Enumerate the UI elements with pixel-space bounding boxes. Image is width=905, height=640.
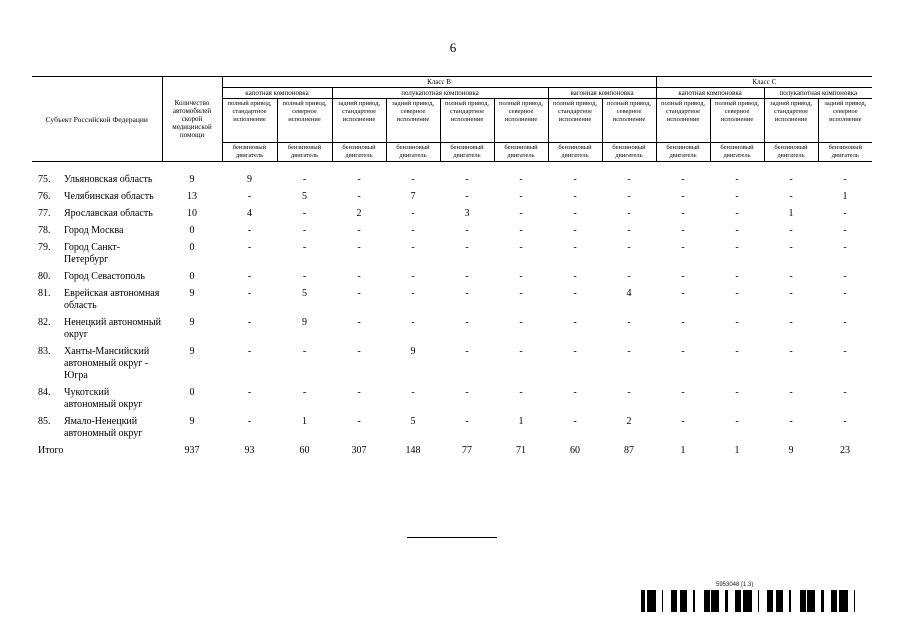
cell-value: - (302, 387, 307, 398)
cell-value: - (465, 225, 469, 236)
table-row (32, 223, 872, 240)
header-drive: полный привод, стандартное исполнение (656, 99, 710, 143)
cell-value: - (735, 242, 739, 253)
cell-value: - (465, 174, 469, 185)
total-value: 1 (680, 445, 686, 456)
cell-value: - (247, 416, 252, 427)
cell-value: - (681, 174, 685, 185)
header-engine: бензиновый двигатель (332, 143, 386, 162)
table-row (32, 315, 872, 344)
cell-value: - (519, 288, 523, 299)
cell-value: - (735, 191, 739, 202)
header-engine: бензиновый двигатель (494, 143, 548, 162)
table-row (32, 269, 872, 286)
region-name: Ненецкий автономный округ (64, 317, 161, 340)
cell-value: - (627, 387, 631, 398)
cell-value: - (789, 191, 793, 202)
cell-value: - (465, 288, 469, 299)
cell-value: - (573, 346, 577, 357)
header-c-hood: капотная компоновка (656, 88, 764, 99)
cell-value: - (789, 416, 793, 427)
cell-value: - (411, 387, 415, 398)
cell-value: - (247, 288, 252, 299)
region-name: Ямало-Ненецкий автономный округ (64, 416, 143, 439)
cell-value: - (735, 174, 739, 185)
cell-value: - (357, 191, 361, 202)
header-quantity: Количество автомобилей скорой медицинской помощи (162, 77, 222, 162)
cell-value: - (247, 191, 252, 202)
cell-value: - (843, 288, 847, 299)
region-name: Челябинская область (64, 191, 154, 202)
cell-value: - (465, 191, 469, 202)
cell-value: - (302, 225, 307, 236)
cell-value: - (573, 317, 577, 328)
cell-value: - (247, 242, 252, 253)
cell-value: - (681, 416, 685, 427)
cell-value: - (627, 208, 631, 219)
cell-value: 4 (626, 288, 632, 299)
total-value: 87 (624, 445, 634, 456)
table-row (32, 189, 872, 206)
row-quantity: 0 (189, 387, 195, 398)
cell-value: - (681, 191, 685, 202)
cell-value: - (681, 317, 685, 328)
cell-value: 9 (247, 174, 252, 185)
row-quantity: 13 (187, 191, 197, 202)
cell-value: - (789, 271, 793, 282)
cell-value: - (411, 225, 415, 236)
total-value: 9 (788, 445, 794, 456)
cell-value: - (843, 317, 847, 328)
cell-value: - (411, 288, 415, 299)
cell-value: - (843, 346, 847, 357)
cell-value: - (789, 387, 793, 398)
cell-value: - (411, 317, 415, 328)
cell-value: - (789, 174, 793, 185)
cell-value: - (411, 208, 415, 219)
header-drive: полный привод, северное исполнение (602, 99, 656, 143)
cell-value: - (302, 346, 307, 357)
row-number: 78. (38, 225, 51, 236)
row-number: 77. (38, 208, 51, 219)
page-number: 6 (449, 40, 457, 55)
cell-value: - (357, 288, 361, 299)
cell-value: - (735, 416, 739, 427)
cell-value: - (573, 174, 577, 185)
row-quantity: 0 (189, 271, 195, 282)
cell-value: - (573, 242, 577, 253)
cell-value: - (519, 346, 523, 357)
header-engine: бензиновый двигатель (764, 143, 818, 162)
total-value: 60 (570, 445, 580, 456)
region-name: Еврейская автономная область (64, 288, 160, 311)
cell-value: - (465, 387, 469, 398)
cell-value: - (735, 208, 739, 219)
table-row (32, 286, 872, 315)
cell-value: - (519, 208, 523, 219)
cell-value: - (573, 208, 577, 219)
cell-value: - (681, 225, 685, 236)
total-value: 60 (299, 445, 310, 456)
cell-value: 5 (410, 416, 416, 427)
row-number: 84. (38, 387, 51, 398)
cell-value: - (735, 271, 739, 282)
cell-value: - (627, 242, 631, 253)
cell-value: - (681, 288, 685, 299)
cell-value: - (735, 288, 739, 299)
header-drive: задний привод, стандартное исполнение (764, 99, 818, 143)
header-engine: бензиновый двигатель (656, 143, 710, 162)
cell-value: 9 (302, 317, 307, 328)
cell-value: - (357, 346, 361, 357)
region-name: Ярославская область (64, 208, 153, 219)
total-value: 71 (516, 445, 526, 456)
header-drive: полный привод, стандартное исполнение (440, 99, 494, 143)
cell-value: 1 (302, 416, 307, 427)
total-quantity: 937 (184, 445, 200, 456)
table-body (32, 172, 872, 460)
cell-value: - (573, 191, 577, 202)
cell-value: - (519, 174, 523, 185)
cell-value: 5 (302, 191, 307, 202)
table-row (32, 414, 872, 443)
row-quantity: 9 (189, 174, 195, 185)
cell-value: - (735, 317, 739, 328)
cell-value: - (843, 225, 847, 236)
cell-value: - (357, 416, 361, 427)
cell-value: - (735, 387, 739, 398)
header-drive: полный привод, северное исполнение (494, 99, 548, 143)
cell-value: - (465, 416, 469, 427)
table-row (32, 240, 872, 269)
cell-value: - (843, 387, 847, 398)
row-quantity: 0 (189, 242, 195, 253)
cell-value: - (843, 271, 847, 282)
cell-value: - (789, 225, 793, 236)
cell-value: - (843, 208, 847, 219)
header-engine: бензиновый двигатель (818, 143, 872, 162)
cell-value: - (519, 317, 523, 328)
cell-value: - (789, 288, 793, 299)
cell-value: - (465, 346, 469, 357)
header-drive: полный привод, стандартное исполнение (222, 99, 277, 143)
region-name: Ханты-Мансийский автономный округ - Югра (64, 346, 150, 381)
cell-value: - (357, 225, 361, 236)
row-quantity: 9 (189, 346, 195, 357)
cell-value: - (519, 242, 523, 253)
cell-value: - (573, 387, 577, 398)
region-name: Город Санкт-Петербург (64, 242, 121, 265)
cell-value: - (519, 191, 523, 202)
cell-value: - (573, 288, 577, 299)
cell-value: - (735, 225, 739, 236)
cell-value: - (681, 346, 685, 357)
header-class-c: Класс C (656, 77, 872, 88)
cell-value: 1 (518, 416, 524, 427)
cell-value: - (627, 191, 631, 202)
cell-value: - (357, 242, 361, 253)
total-label: Итого (38, 445, 64, 456)
region-name: Чукотский автономный округ (64, 387, 143, 410)
total-value: 1 (734, 445, 740, 456)
header-engine: бензиновый двигатель (440, 143, 494, 162)
header-drive: полный привод, северное исполнение (710, 99, 764, 143)
cell-value: - (681, 208, 685, 219)
cell-value: 7 (410, 191, 416, 202)
cell-value: - (465, 242, 469, 253)
cell-value: - (681, 242, 685, 253)
cell-value: - (357, 387, 361, 398)
cell-value: 1 (788, 208, 794, 219)
cell-value: - (465, 271, 469, 282)
cell-value: - (357, 317, 361, 328)
cell-value: - (247, 346, 252, 357)
cell-value: - (247, 317, 252, 328)
header-drive: задний привод, северное исполнение (386, 99, 440, 143)
cell-value: 2 (626, 416, 632, 427)
table-row (32, 385, 872, 414)
document-code: 5953048 (1.3) (716, 582, 754, 588)
cell-value: - (411, 174, 415, 185)
cell-value: 3 (464, 208, 470, 219)
row-quantity: 10 (187, 208, 197, 219)
cell-value: - (519, 271, 523, 282)
header-c-semi: полукапотная компоновка (764, 88, 872, 99)
table-row (32, 206, 872, 223)
cell-value: - (735, 346, 739, 357)
total-value: 307 (351, 445, 367, 456)
row-number: 76. (38, 191, 51, 202)
row-quantity: 9 (189, 416, 195, 427)
header-b-semi: полукапотная компоновка (332, 88, 548, 99)
header-drive: задний привод, стандартное исполнение (332, 99, 386, 143)
cell-value: - (627, 174, 631, 185)
cell-value: - (247, 271, 252, 282)
total-value: 148 (405, 445, 421, 456)
header-class-b: Класс B (222, 77, 656, 88)
cell-value: - (302, 174, 307, 185)
row-number: 75. (38, 174, 51, 185)
cell-value: - (681, 387, 685, 398)
header-engine: бензиновый двигатель (222, 143, 277, 162)
cell-value: - (627, 317, 631, 328)
header-b-van: вагонная компоновка (548, 88, 656, 99)
cell-value: - (411, 271, 415, 282)
cell-value: - (247, 225, 252, 236)
header-b-hood: капотная компоновка (222, 88, 332, 99)
table-row (32, 344, 872, 385)
header-drive: полный привод, северное исполнение (277, 99, 332, 143)
cell-value: - (302, 242, 307, 253)
region-name: Город Москва (64, 225, 124, 236)
row-quantity: 0 (189, 225, 195, 236)
cell-value: - (465, 317, 469, 328)
cell-value: - (627, 271, 631, 282)
cell-value: - (357, 174, 361, 185)
cell-value: - (573, 416, 577, 427)
header-engine: бензиновый двигатель (386, 143, 440, 162)
table-header (32, 76, 872, 162)
barcode-icon (641, 590, 857, 612)
header-engine: бензиновый двигатель (548, 143, 602, 162)
region-name: Город Севастополь (64, 271, 145, 282)
footer-divider (407, 537, 497, 538)
header-engine: бензиновый двигатель (277, 143, 332, 162)
cell-value: - (627, 346, 631, 357)
cell-value: - (519, 225, 523, 236)
cell-value: - (627, 225, 631, 236)
row-quantity: 9 (189, 288, 195, 299)
cell-value: - (302, 271, 307, 282)
cell-value: - (843, 416, 847, 427)
cell-value: - (843, 242, 847, 253)
cell-value: 1 (842, 191, 848, 202)
row-number: 80. (38, 271, 51, 282)
header-drive: полный привод, стандартное исполнение (548, 99, 602, 143)
cell-value: - (357, 271, 361, 282)
total-value: 93 (244, 445, 255, 456)
cell-value: - (843, 174, 847, 185)
row-number: 82. (38, 317, 51, 328)
cell-value: 5 (302, 288, 307, 299)
cell-value: - (789, 346, 793, 357)
header-drive: задний привод, северное исполнение (818, 99, 872, 143)
cell-value: 4 (247, 208, 252, 219)
cell-value: 9 (410, 346, 416, 357)
cell-value: - (573, 225, 577, 236)
cell-value: - (519, 387, 523, 398)
row-number: 85. (38, 416, 51, 427)
cell-value: - (789, 242, 793, 253)
header-subject: Субъект Российской Федерации (32, 77, 162, 162)
total-value: 23 (840, 445, 850, 456)
header-engine: бензиновый двигатель (710, 143, 764, 162)
row-quantity: 9 (189, 317, 195, 328)
cell-value: - (681, 271, 685, 282)
row-number: 83. (38, 346, 51, 357)
cell-value: - (302, 208, 307, 219)
row-number: 79. (38, 242, 51, 253)
total-row (32, 443, 872, 460)
cell-value: 2 (356, 208, 362, 219)
cell-value: - (247, 387, 252, 398)
cell-value: - (411, 242, 415, 253)
row-number: 81. (38, 288, 51, 299)
region-name: Ульяновская область (64, 174, 153, 185)
cell-value: - (573, 271, 577, 282)
total-value: 77 (462, 445, 472, 456)
table-row (32, 172, 872, 189)
header-engine: бензиновый двигатель (602, 143, 656, 162)
cell-value: - (789, 317, 793, 328)
